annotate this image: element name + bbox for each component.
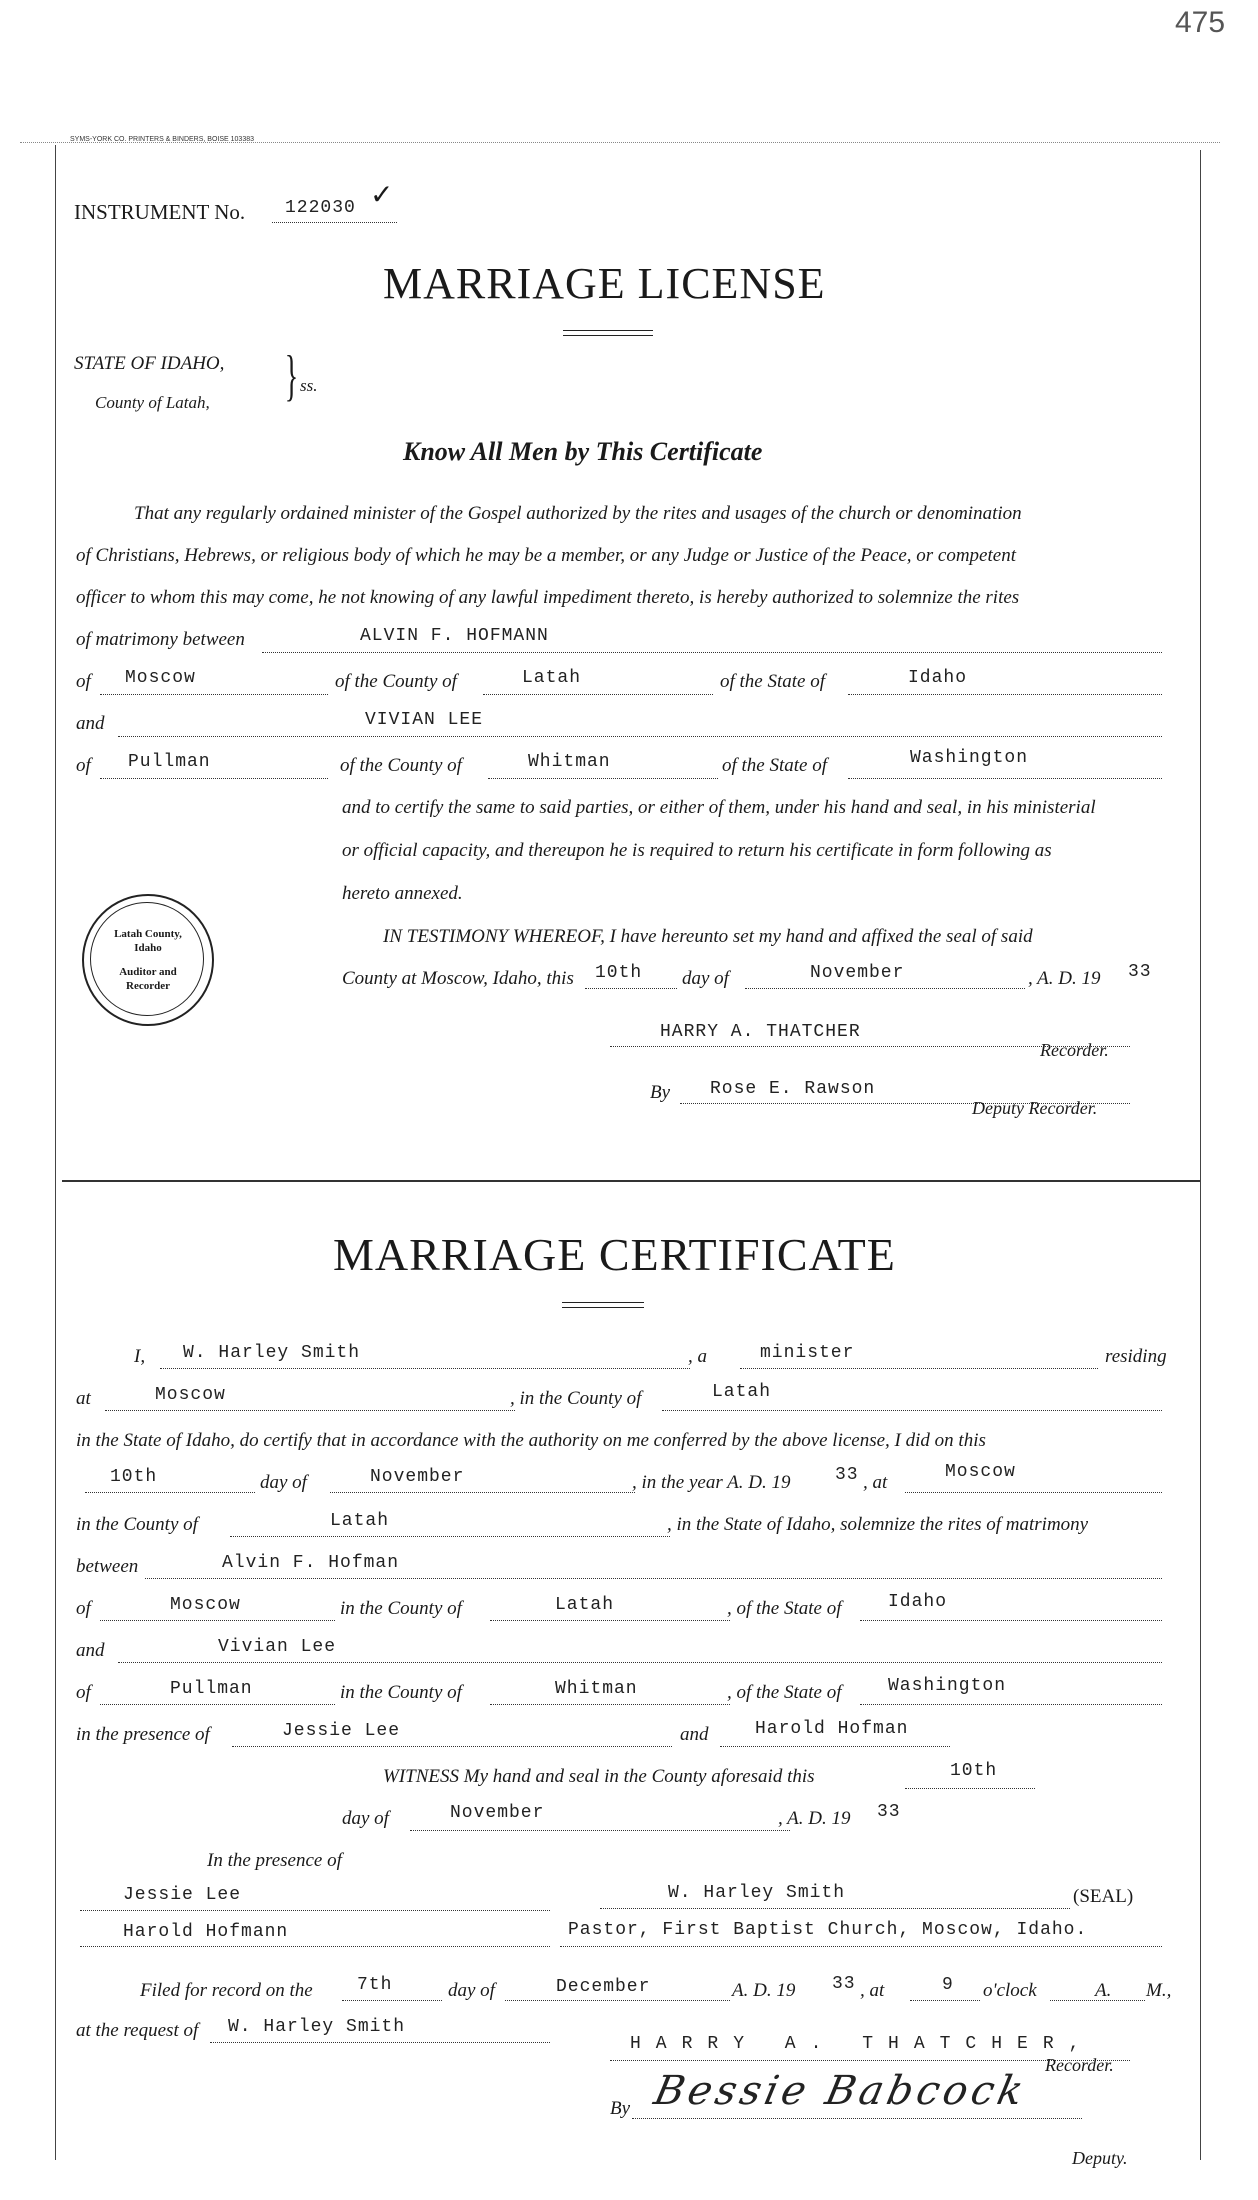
ss-label: ss. bbox=[300, 376, 318, 395]
certificate-title: MARRIAGE CERTIFICATE bbox=[333, 1229, 896, 1280]
cert-i-label: I, bbox=[134, 1346, 146, 1367]
seal-line2: Idaho bbox=[134, 942, 162, 954]
cert-witness-year: 33 bbox=[877, 1802, 901, 1822]
cert-officiant: W. Harley Smith bbox=[183, 1343, 361, 1363]
cert-in-county: , in the County of bbox=[510, 1388, 642, 1409]
recorder-name: HARRY A. THATCHER bbox=[660, 1022, 861, 1042]
certify-line2: or official capacity, and thereupon he is required to return his certificate in form following as bbox=[342, 840, 1052, 861]
and-label: and bbox=[76, 713, 105, 734]
cert-county2: Latah bbox=[330, 1511, 390, 1531]
section-separator bbox=[62, 1180, 1200, 1182]
license-groom: ALVIN F. HOFMANN bbox=[360, 626, 549, 646]
of-label: of bbox=[76, 671, 91, 692]
filed-m: M., bbox=[1146, 1980, 1172, 2001]
testimony-line1: IN TESTIMONY WHEREOF, I have hereunto set my hand and affixed the seal of said bbox=[383, 926, 1033, 947]
cert-bride-state: Washington bbox=[888, 1676, 1007, 1696]
cert-bride-city: Pullman bbox=[170, 1679, 253, 1699]
license-groom-city: Moscow bbox=[125, 668, 196, 688]
testimony-month: November bbox=[810, 963, 905, 983]
testimony-day: 10th bbox=[595, 963, 643, 983]
brace: } bbox=[284, 345, 299, 407]
deputy-name: Rose E. Rawson bbox=[710, 1079, 876, 1099]
cert-witness1: Jessie Lee bbox=[282, 1721, 401, 1741]
cert-bride-county: Whitman bbox=[555, 1679, 638, 1699]
county-label-2: of the County of bbox=[340, 755, 462, 776]
cert-of-label: of bbox=[76, 1598, 91, 1619]
cert-witness-text: WITNESS My hand and seal in the County aforesaid this bbox=[383, 1766, 815, 1787]
cert-a-label: , a bbox=[688, 1346, 707, 1367]
cert-line3: in the State of Idaho, do certify that in accordance with the authority on me conferred by the above license, I did on this bbox=[76, 1430, 986, 1451]
recorder-label: Recorder. bbox=[1040, 1040, 1109, 1060]
cert-state-of: , of the State of bbox=[727, 1598, 842, 1619]
filed-day: 7th bbox=[357, 1975, 393, 1995]
cert-year: 33 bbox=[835, 1465, 859, 1485]
filed-month: December bbox=[556, 1977, 651, 1997]
license-groom-state: Idaho bbox=[908, 668, 968, 688]
cert-and-label: and bbox=[76, 1640, 105, 1661]
filing-recorder: HARRY A. THATCHER, bbox=[630, 2034, 1095, 2054]
sig-witness1: Jessie Lee bbox=[123, 1885, 242, 1905]
cert-groom-county: Latah bbox=[555, 1595, 615, 1615]
county-seal bbox=[82, 894, 214, 1026]
cert-in-county3: in the County of bbox=[340, 1598, 462, 1619]
cert-role: minister bbox=[760, 1343, 855, 1363]
filed-label: Filed for record on the bbox=[140, 1980, 313, 2001]
certify-line1: and to certify the same to said parties, or either of them, under his hand and seal, in his ministerial bbox=[342, 797, 1096, 818]
seal-line4: Recorder bbox=[126, 980, 170, 992]
sig-officiant: W. Harley Smith bbox=[668, 1883, 846, 1903]
testimony-line2: County at Moscow, Idaho, this bbox=[342, 968, 574, 989]
cert-presence-label: in the presence of bbox=[76, 1724, 210, 1745]
license-para1: That any regularly ordained minister of the Gospel authorized by the rites and usages of the church or denomination bbox=[134, 503, 1022, 524]
testimony-day-of: day of bbox=[682, 968, 729, 989]
state-label-2: of the State of bbox=[722, 755, 828, 776]
top-border bbox=[20, 142, 1220, 143]
cert-in-year: , in the year A. D. 19 bbox=[632, 1472, 791, 1493]
cert-month: November bbox=[370, 1467, 465, 1487]
filed-hour: 9 bbox=[942, 1975, 954, 1995]
page-number: 475 bbox=[1175, 6, 1226, 39]
right-border bbox=[1200, 150, 1201, 2160]
filed-oclock: o'clock bbox=[983, 1980, 1037, 2001]
request-label: at the request of bbox=[76, 2020, 199, 2041]
filing-by-label: By bbox=[610, 2098, 631, 2119]
cert-witness-ad: , A. D. 19 bbox=[778, 1808, 851, 1829]
cert-place: Moscow bbox=[945, 1462, 1016, 1482]
cert-day-of: day of bbox=[260, 1472, 307, 1493]
cert-state-of-2: , of the State of bbox=[727, 1682, 842, 1703]
of-label-2: of bbox=[76, 755, 91, 776]
filed-at: , at bbox=[860, 1980, 885, 2001]
license-para2: of Christians, Hebrews, or religious body of which he may be a member, or any Judge or Justice of the Peace, or competent bbox=[76, 545, 1016, 566]
filed-day-of: day of bbox=[448, 1980, 495, 2001]
checkmark-icon: ✓ bbox=[370, 180, 394, 211]
filed-ad: A. D. 19 bbox=[732, 1980, 796, 2001]
license-bride-state: Washington bbox=[910, 748, 1029, 768]
state-label: of the State of bbox=[720, 671, 826, 692]
filing-deputy-label: Deputy. bbox=[1072, 2148, 1128, 2168]
cert-at-label: at bbox=[76, 1388, 91, 1409]
deputy-signature: Bessie Babcock bbox=[650, 2068, 1032, 2114]
by-label: By bbox=[650, 1082, 671, 1103]
testimony-ad: , A. D. 19 bbox=[1028, 968, 1101, 989]
cert-witness2: Harold Hofman bbox=[755, 1719, 909, 1739]
cert-solemnize: , in the State of Idaho, solemnize the rites of matrimony bbox=[667, 1514, 1089, 1535]
filed-ampm: A. bbox=[1095, 1980, 1112, 2001]
cert-in-county4: in the County of bbox=[340, 1682, 462, 1703]
cert-in-county2: in the County of bbox=[76, 1514, 198, 1535]
license-heading: Know All Men by This Certificate bbox=[403, 437, 763, 466]
cert-groom: Alvin F. Hofman bbox=[222, 1553, 400, 1573]
cert-county: Latah bbox=[712, 1382, 772, 1402]
sig-officiant-title: Pastor, First Baptist Church, Moscow, Idaho. bbox=[568, 1920, 1088, 1940]
printer-line: SYMS-YORK CO. PRINTERS & BINDERS, BOISE 103383 bbox=[70, 136, 254, 143]
license-bride: VIVIAN LEE bbox=[365, 710, 484, 730]
instrument-label: INSTRUMENT No. bbox=[74, 200, 246, 224]
license-bride-county: Whitman bbox=[528, 752, 611, 772]
testimony-year: 33 bbox=[1128, 962, 1152, 982]
cert-at2: , at bbox=[863, 1472, 888, 1493]
license-groom-county: Latah bbox=[522, 668, 582, 688]
cert-residence: Moscow bbox=[155, 1385, 226, 1405]
seal-line1: Latah County, bbox=[114, 928, 182, 940]
license-bride-city: Pullman bbox=[128, 752, 211, 772]
certificate-rule bbox=[562, 1302, 644, 1308]
seal-line3: Auditor and bbox=[119, 966, 177, 978]
license-para4: of matrimony between bbox=[76, 629, 245, 650]
cert-of-label-2: of bbox=[76, 1682, 91, 1703]
certify-line3: hereto annexed. bbox=[342, 883, 463, 904]
filing-recorder-label: Recorder. bbox=[1045, 2055, 1114, 2075]
state-line: STATE OF IDAHO, bbox=[74, 353, 225, 374]
sig-seal: (SEAL) bbox=[1073, 1886, 1134, 1907]
cert-witness-day: 10th bbox=[950, 1761, 998, 1781]
cert-bride: Vivian Lee bbox=[218, 1637, 337, 1657]
title-rule bbox=[563, 330, 653, 336]
cert-between: between bbox=[76, 1556, 139, 1577]
cert-witness-month: November bbox=[450, 1803, 545, 1823]
license-para3: officer to whom this may come, he not knowing of any lawful impediment thereto, is hereby authorized to solemnize the rites bbox=[76, 587, 1020, 608]
cert-day: 10th bbox=[110, 1467, 158, 1487]
cert-witness-day-of: day of bbox=[342, 1808, 389, 1829]
license-title: MARRIAGE LICENSE bbox=[383, 259, 826, 308]
cert-groom-city: Moscow bbox=[170, 1595, 241, 1615]
cert-and2: and bbox=[680, 1724, 709, 1745]
county-line: County of Latah, bbox=[95, 393, 210, 412]
cert-residing: residing bbox=[1105, 1346, 1167, 1367]
filed-year: 33 bbox=[832, 1974, 856, 1994]
requester: W. Harley Smith bbox=[228, 2017, 406, 2037]
instrument-number: 122030 bbox=[285, 198, 356, 218]
cert-groom-state: Idaho bbox=[888, 1592, 948, 1612]
county-label: of the County of bbox=[335, 671, 457, 692]
deputy-label: Deputy Recorder. bbox=[972, 1098, 1098, 1118]
in-presence-of: In the presence of bbox=[207, 1850, 342, 1871]
left-border bbox=[55, 145, 56, 2160]
sig-witness2: Harold Hofmann bbox=[123, 1922, 289, 1942]
